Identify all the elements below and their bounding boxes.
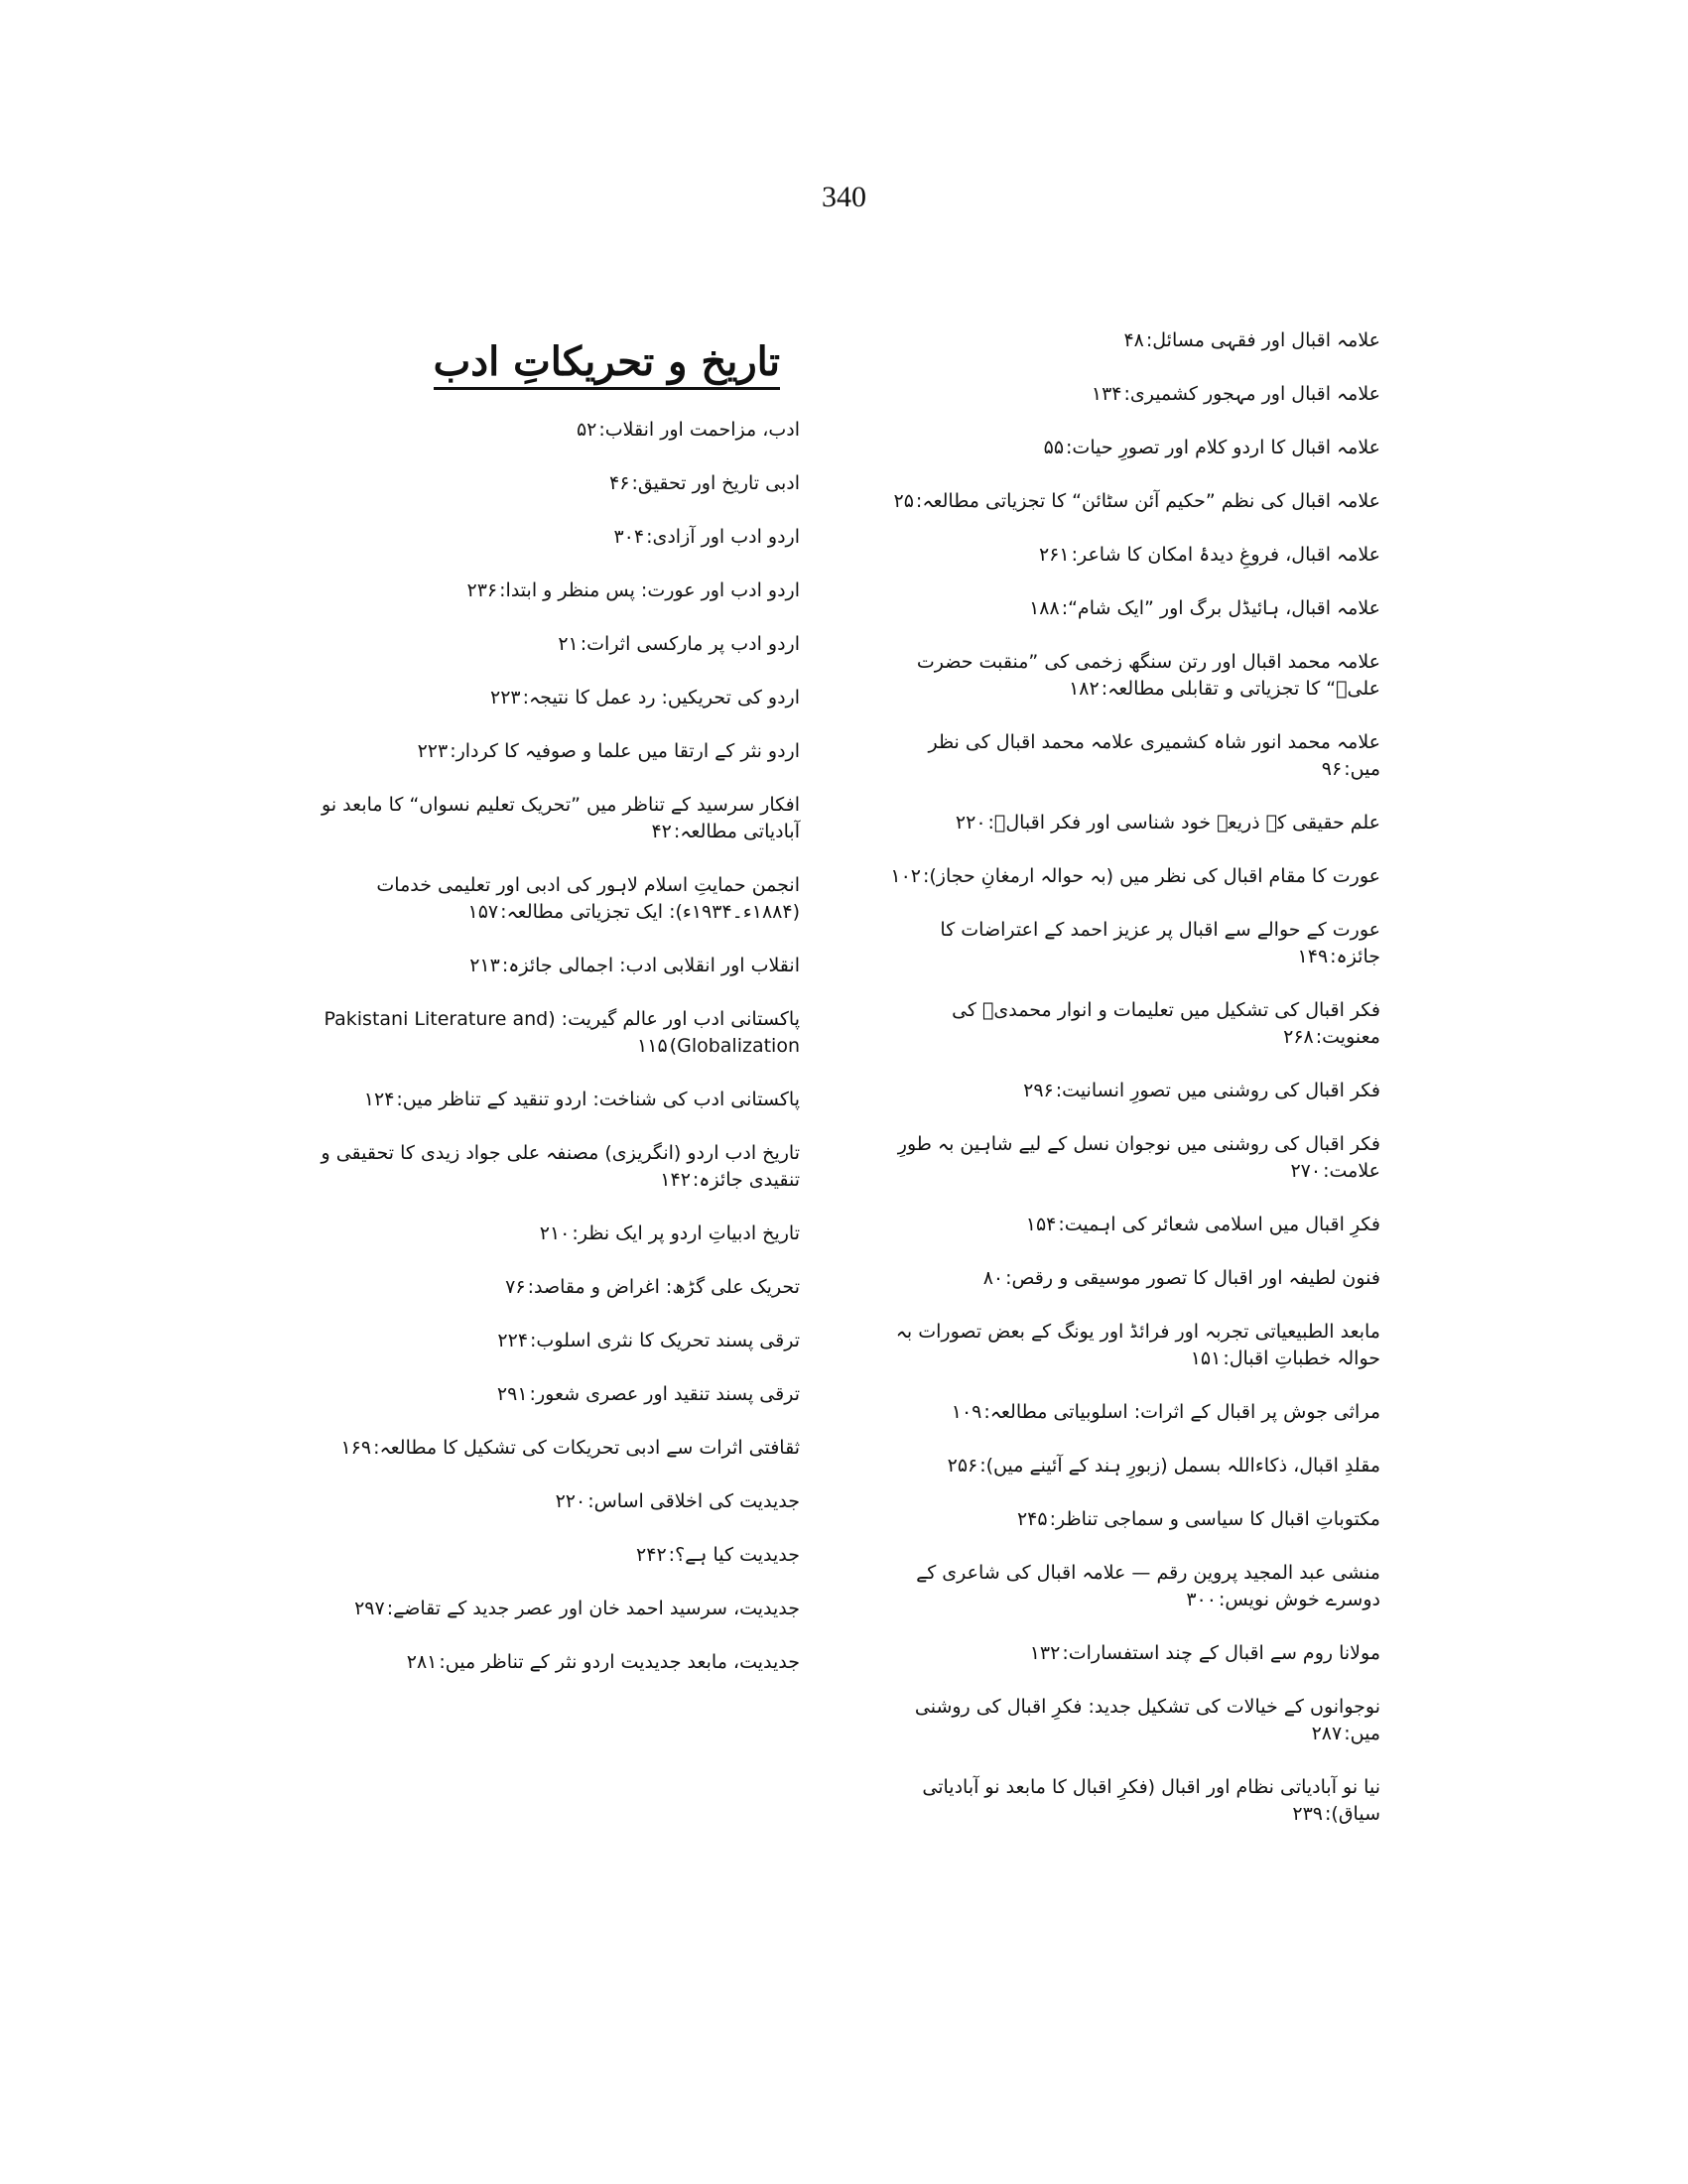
index-entry-title: ادبی تاریخ اور تحقیق: bbox=[631, 472, 800, 494]
index-entry bbox=[304, 1542, 800, 1569]
index-entry-page: ۴۶ bbox=[609, 472, 630, 494]
index-entry-title: پاکستانی ادب کی شناخت: اردو تنقید کے تناظر میں: bbox=[396, 1089, 800, 1110]
index-entry-page: ۲۹۶ bbox=[1023, 1080, 1054, 1101]
index-entry-page: ۲۵۶ bbox=[947, 1455, 978, 1477]
index-entry-page: ۵۲ bbox=[576, 419, 597, 441]
index-entry-page: ۲۱۰ bbox=[539, 1222, 571, 1244]
index-entry bbox=[304, 738, 800, 765]
index-entry-title: اردو ادب پر مارکسی اثرات: bbox=[580, 633, 800, 655]
index-entry-title: علم حقیقی کے ذریعے خود شناسی اور فکر اقبالؒ: bbox=[987, 812, 1380, 834]
index-entry-title: فکرِ اقبال میں اسلامی شعائر کی اہمیت: bbox=[1058, 1214, 1380, 1235]
index-entry bbox=[884, 863, 1380, 890]
page-number: 340 bbox=[822, 181, 866, 213]
index-entry bbox=[884, 327, 1380, 354]
index-entry-page: ۲۳۶ bbox=[466, 579, 498, 601]
index-entry-title: علامہ اقبال کی نظم ”حکیم آئن سٹائن“ کا تجزیاتی مطالعہ: bbox=[915, 490, 1380, 512]
index-entry-page: ۲۱ bbox=[558, 633, 579, 655]
index-entry-title: علامہ محمد اقبال اور رتن سنگھ زخمی کی ”منقبت حضرت علیؓ“ کا تجزیاتی و تقابلی مطالعہ: bbox=[916, 651, 1380, 700]
index-entry bbox=[884, 1506, 1380, 1533]
index-list-left bbox=[304, 417, 800, 1676]
index-column-left bbox=[304, 327, 800, 1703]
index-entry-title: مابعد الطبیعیاتی تجربہ اور فرائڈ اور یونگ کے بعض تصورات بہ حوالہ خطباتِ اقبال: bbox=[895, 1321, 1380, 1369]
index-entry-title: ادب، مزاحمت اور انقلاب: bbox=[598, 419, 800, 441]
index-entry-title: مقلدِ اقبال، ذکاءاللہ بسمل (زبورِ ہند کے آئینے میں): bbox=[979, 1455, 1380, 1477]
index-entry bbox=[884, 488, 1380, 515]
index-entry bbox=[304, 872, 800, 926]
index-entry bbox=[304, 1488, 800, 1515]
index-entry-page: ۵۵ bbox=[1043, 437, 1065, 458]
index-entry-page: ۲۶۱ bbox=[1038, 544, 1070, 566]
index-entry-title: انجمن حمایتِ اسلام لاہور کی ادبی اور تعلیمی خدمات (۱۸۸۴ء۔۱۹۳۴ء): ایک تجزیاتی مطالعہ: bbox=[376, 874, 800, 923]
index-entry bbox=[884, 810, 1380, 836]
index-entry-page: ۱۲۴ bbox=[363, 1089, 395, 1110]
index-entry bbox=[304, 1596, 800, 1622]
index-entry-page: ۳۰۴ bbox=[613, 526, 645, 548]
index-entry bbox=[884, 1560, 1380, 1613]
index-entry-page: ۲۸۷ bbox=[1311, 1723, 1343, 1744]
index-entry-page: ۱۸۸ bbox=[1029, 597, 1060, 619]
index-entry-page: ۲۲۳ bbox=[417, 740, 449, 762]
index-entry-page: ۱۵۷ bbox=[467, 901, 499, 923]
index-entry-page: ۲۲۰ bbox=[955, 812, 986, 834]
index-entry bbox=[304, 792, 800, 845]
index-entry-title: اردو کی تحریکیں: رد عمل کا نتیجہ: bbox=[522, 687, 800, 708]
index-entry-page: ۱۵۱ bbox=[1190, 1348, 1222, 1369]
index-entry bbox=[884, 1694, 1380, 1747]
index-entry bbox=[884, 729, 1380, 783]
index-entry-title: مکتوباتِ اقبال کا سیاسی و سماجی تناظر: bbox=[1049, 1508, 1380, 1530]
index-entry bbox=[884, 1399, 1380, 1426]
index-entry bbox=[304, 1649, 800, 1676]
index-entry-page: ۲۲۴ bbox=[497, 1330, 529, 1351]
index-entry-title: جدیدیت کیا ہے؟: bbox=[668, 1544, 800, 1566]
index-entry bbox=[884, 1078, 1380, 1104]
index-entry bbox=[884, 649, 1380, 703]
index-entry-page: ۸۰ bbox=[982, 1267, 1004, 1289]
index-entry bbox=[304, 470, 800, 497]
index-entry-page: ۲۴۲ bbox=[636, 1544, 667, 1566]
index-entry-title: جدیدیت، سرسید احمد خان اور عصر جدید کے تقاضے: bbox=[386, 1598, 800, 1619]
index-entry-title: نوجوانوں کے خیالات کی تشکیل جدید: فکرِ اقبال کی روشنی میں: bbox=[914, 1696, 1380, 1744]
index-entry bbox=[884, 1265, 1380, 1292]
index-entry bbox=[884, 595, 1380, 622]
index-entry bbox=[304, 953, 800, 979]
index-entry bbox=[884, 542, 1380, 569]
index-entry-page: ۲۵ bbox=[893, 490, 914, 512]
index-entry-page: ۱۵۴ bbox=[1025, 1214, 1057, 1235]
index-entry bbox=[884, 1453, 1380, 1479]
index-entry bbox=[884, 1131, 1380, 1185]
index-entry-title: علامہ اقبال اور مہجور کشمیری: bbox=[1123, 383, 1380, 405]
index-entry bbox=[304, 1381, 800, 1408]
index-entry-title: انقلاب اور انقلابی ادب: اجمالی جائزہ: bbox=[501, 955, 800, 976]
index-entry-page: ۲۴۵ bbox=[1016, 1508, 1048, 1530]
index-entry-page: ۷۶ bbox=[505, 1276, 526, 1298]
index-entry-page: ۹۶ bbox=[1321, 758, 1343, 780]
index-entry bbox=[304, 685, 800, 711]
index-entry-title: علامہ اقبال کا اردو کلام اور تصورِ حیات: bbox=[1066, 437, 1380, 458]
index-entry bbox=[304, 578, 800, 604]
index-entry-page: ۲۶۸ bbox=[1283, 1026, 1314, 1048]
index-entry-title: مولانا روم سے اقبال کے چند استفسارات: bbox=[1062, 1642, 1380, 1664]
section-heading-text: تاریخ و تحریکاتِ ادب bbox=[434, 338, 780, 390]
index-entry-title: اردو ادب اور عورت: پس منظر و ابتدا: bbox=[499, 579, 800, 601]
index-entry-title: عورت کے حوالے سے اقبال پر عزیز احمد کے اعتراضات کا جائزہ: bbox=[940, 919, 1380, 967]
index-entry bbox=[304, 524, 800, 551]
index-entry bbox=[884, 1319, 1380, 1372]
index-entry-title: علامہ اقبال، فروغِ دیدۂ امکان کا شاعر: bbox=[1071, 544, 1380, 566]
index-entry-title: علامہ محمد انور شاہ کشمیری علامہ محمد اقبال کی نظر میں: bbox=[928, 731, 1380, 780]
index-entry-title: اردو ادب اور آزادی: bbox=[646, 526, 800, 548]
index-entry-page: ۴۲ bbox=[651, 821, 672, 842]
index-entry-page: ۱۳۴ bbox=[1091, 383, 1122, 405]
index-entry bbox=[304, 1087, 800, 1113]
index-entry bbox=[884, 381, 1380, 408]
index-entry-page: ۱۴۹ bbox=[1297, 946, 1329, 967]
index-entry bbox=[884, 1774, 1380, 1828]
index-entry-title: اردو نثر کے ارتقا میں علما و صوفیہ کا کردار: bbox=[450, 740, 800, 762]
index-entry bbox=[884, 1640, 1380, 1667]
index-entry-title: پاکستانی ادب اور عالم گیریت: (Pakistani Literature and Globalization) bbox=[324, 1008, 800, 1057]
index-entry bbox=[884, 997, 1380, 1051]
index-entry-page: ۲۹۱ bbox=[496, 1383, 528, 1405]
index-entry bbox=[884, 917, 1380, 970]
index-entry-title: علامہ اقبال، ہائیڈل برگ اور ”ایک شام“: bbox=[1061, 597, 1380, 619]
index-entry-page: ۱۳۲ bbox=[1029, 1642, 1061, 1664]
index-entry bbox=[304, 1274, 800, 1301]
index-entry bbox=[304, 417, 800, 444]
index-entry-page: ۲۸۱ bbox=[406, 1651, 438, 1673]
index-entry bbox=[304, 1435, 800, 1462]
index-entry-title: ترقی پسند تحریک کا نثری اسلوب: bbox=[530, 1330, 800, 1351]
index-entry-title: علامہ اقبال اور فقہی مسائل: bbox=[1145, 329, 1380, 351]
index-entry-title: نیا نو آبادیاتی نظام اور اقبال (فکرِ اقبال کا مابعد نو آبادیاتی سیاق): bbox=[922, 1776, 1380, 1825]
index-entry-page: ۱۸۲ bbox=[1069, 678, 1100, 700]
index-entry-title: فنون لطیفہ اور اقبال کا تصور موسیقی و رقص: bbox=[1005, 1267, 1380, 1289]
index-entry bbox=[884, 1212, 1380, 1238]
index-entry-page: ۱۱۵ bbox=[637, 1035, 668, 1057]
index-entry-page: ۲۲۳ bbox=[490, 687, 521, 708]
index-entry-title: عورت کا مقام اقبال کی نظر میں (بہ حوالہ ارمغانِ حجاز): bbox=[922, 865, 1380, 887]
index-entry-page: ۱۰۹ bbox=[951, 1401, 982, 1423]
index-entry-page: ۳۰۰ bbox=[1186, 1589, 1217, 1610]
index-entry bbox=[304, 1140, 800, 1194]
index-entry-title: افکار سرسید کے تناظر میں ”تحریک تعلیم نسواں“ کا مابعد نو آبادیاتی مطالعہ: bbox=[322, 794, 800, 842]
index-entry-page: ۱۴۲ bbox=[660, 1169, 691, 1191]
index-entry-title: تحریک علی گڑھ: اغراض و مقاصد: bbox=[527, 1276, 800, 1298]
index-entry-page: ۲۳۹ bbox=[1292, 1803, 1323, 1825]
index-entry-page: ۴۸ bbox=[1123, 329, 1144, 351]
index-entry-title: ثقافتی اثرات سے ادبی تحریکات کی تشکیل کا مطالعہ: bbox=[373, 1437, 800, 1459]
index-entry-title: تاریخ ادب اردو (انگریزی) مصنفہ علی جواد زیدی کا تحقیقی و تنقیدی جائزہ: bbox=[321, 1142, 800, 1191]
index-list-right bbox=[884, 327, 1380, 1828]
index-entry-page: ۲۹۷ bbox=[354, 1598, 385, 1619]
index-entry-title: جدیدیت، مابعد جدیدیت اردو نثر کے تناظر میں: bbox=[439, 1651, 800, 1673]
index-entry bbox=[304, 1006, 800, 1060]
index-entry-title: مراثی جوش پر اقبال کے اثرات: اسلوبیاتی مطالعہ: bbox=[983, 1401, 1380, 1423]
index-entry-page: ۱۰۲ bbox=[890, 865, 921, 887]
index-entry bbox=[884, 435, 1380, 461]
index-entry-title: ترقی پسند تنقید اور عصری شعور: bbox=[529, 1383, 800, 1405]
index-entry-title: تاریخ ادبیاتِ اردو پر ایک نظر: bbox=[572, 1222, 800, 1244]
index-entry-page: ۲۲۰ bbox=[555, 1490, 586, 1512]
index-entry-page: ۲۷۰ bbox=[1290, 1160, 1322, 1182]
index-entry-page: ۱۶۹ bbox=[340, 1437, 372, 1459]
index-entry-title: منشی عبد المجید پروین رقم — علامہ اقبال کی شاعری کے دوسرے خوش نویس: bbox=[916, 1562, 1380, 1610]
index-entry-title: فکر اقبال کی تشکیل میں تعلیمات و انوار محمدیؐ کی معنویت: bbox=[952, 999, 1380, 1048]
index-entry-title: جدیدیت کی اخلاقی اساس: bbox=[587, 1490, 800, 1512]
index-entry bbox=[304, 1328, 800, 1354]
index-entry bbox=[304, 631, 800, 658]
index-entry-title: فکر اقبال کی روشنی میں نوجوان نسل کے لیے شاہین بہ طورِ علامت: bbox=[897, 1133, 1380, 1182]
index-entry bbox=[304, 1220, 800, 1247]
index-column-right bbox=[884, 327, 1380, 1855]
section-heading bbox=[304, 327, 800, 397]
index-entry-title: فکر اقبال کی روشنی میں تصورِ انسانیت: bbox=[1055, 1080, 1380, 1101]
index-entry-page: ۲۱۳ bbox=[469, 955, 500, 976]
